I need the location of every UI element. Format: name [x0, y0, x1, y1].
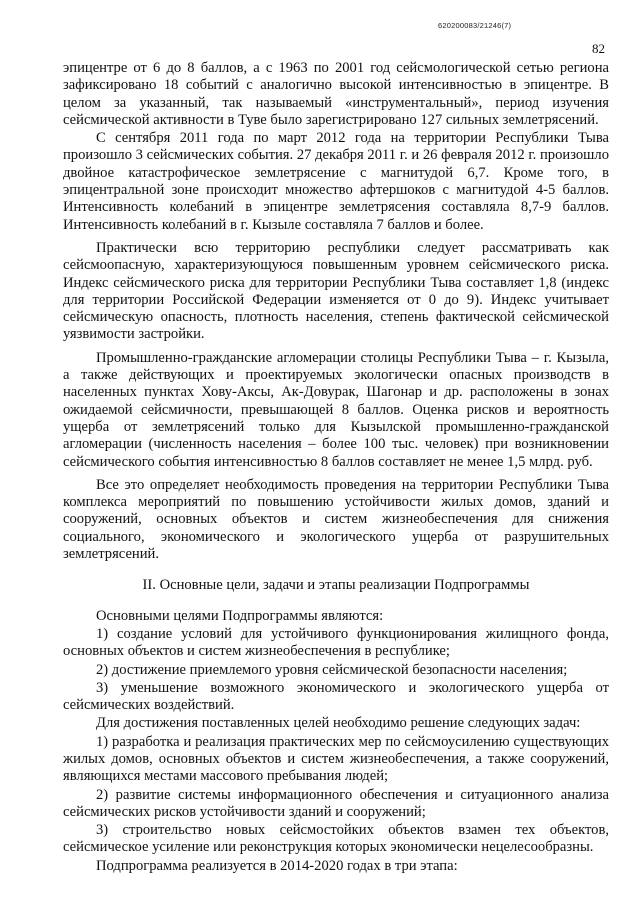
list-item: 3) строительство новых сейсмостойких объектов взамен тех объектов, сейсмическое усиление или реконструкция которых экономически нецелесообразны. [63, 822, 609, 856]
list-item: 1) разработка и реализация практических мер по сейсмоусилению существующих жилых домов, основных объектов и систем жизнеобеспечения, а также сооружений, являющихся местами массового пребывания людей; [63, 733, 609, 785]
document-body [63, 60, 609, 875]
paragraph: Основными целями Подпрограммы являются: [96, 607, 384, 624]
list-item: 2) развитие системы информационного обеспечения и ситуационного анализа сейсмических рисков устойчивости зданий и сооружений; [63, 786, 609, 820]
list-item: 2) достижение приемлемого уровня сейсмической безопасности населения; [96, 661, 568, 678]
paragraph: эпицентре от 6 до 8 баллов, а с 1963 по 2001 год сейсмологической сетью региона зафиксировано 18 событий с аналогично высокой интенсивностью в эпицентре. В целом за указанный, так называемый «инструментальный», период изучения сейсмической активности в Туве было зарегистрировано 127 сильных землетрясений. [63, 60, 609, 128]
list-item: 3) уменьшение возможного экономического и экологического ущерба от сейсмических воздействий. [63, 679, 609, 714]
paragraph: Подпрограмма реализуется в 2014-2020 годах в три этапа: [96, 857, 458, 874]
section-heading: II. Основные цели, задачи и этапы реализации Подпрограммы [142, 577, 530, 594]
paragraph: Для достижения поставленных целей необходимо решение следующих задач: [96, 715, 581, 732]
document-id: 620200083/21246(7) [438, 21, 512, 30]
list-item: 1) создание условий для устойчивого функционирования жилищного фонда, основных объектов и систем жизнеобеспечения в республике; [63, 625, 609, 660]
page-number: 82 [592, 41, 605, 56]
paragraph: Все это определяет необходимость проведения на территории Республики Тыва комплекса мероприятий по повышению устойчивости жилых домов, зданий и сооружений, основных объектов и систем жизнеобеспечения для снижения социального, экономического и экологического ущерба от разрушительных землетрясений. [63, 476, 609, 563]
paragraph: Промышленно-гражданские агломерации столицы Республики Тыва – г. Кызыла, а также действующих и проектируемых экологически опасных производств в населенных пунктах Хову-Аксы, Ак-Довурак, Шагонар и др. расположены в зонах ожидаемой сейсмичности, превышающей 8 баллов. Оценка рисков и вероятность ущерба от землетрясений только для Кызылской промышленно-гражданской агломерации (численность населения – более 100 тыс. человек) при возникновении сейсмического события интенсивностью 8 баллов составляет не менее 1,5 млрд. руб. [63, 349, 609, 470]
paragraph: Практически всю территорию республики следует рассматривать как сейсмоопасную, характеризующуюся повышенным уровнем сейсмического риска. Индекс сейсмического риска для территории Республики Тыва составляет 1,8 (индекс для территории Российской Федерации изменяется от 0 до 9). Индекс учитывает сейсмическую опасность, плотность населения, степень фактической сейсмической уязвимости застройки. [63, 239, 609, 343]
paragraph: С сентября 2011 года по март 2012 года на территории Республики Тыва произошло 3 сейсмических события. 27 декабря 2011 г. и 26 февраля 2012 г. произошло двойное катастрофическое землетрясение с магнитудой 6,7. Кроме того, в эпицентральной зоне происходит множество афтершоков с магнитудой 4-5 баллов. Интенсивность колебаний в эпицентре землетрясения составляла 8,7-9 баллов. Интенсивность колебаний в г. Кызыле составляла 7 баллов и более. [63, 130, 609, 233]
